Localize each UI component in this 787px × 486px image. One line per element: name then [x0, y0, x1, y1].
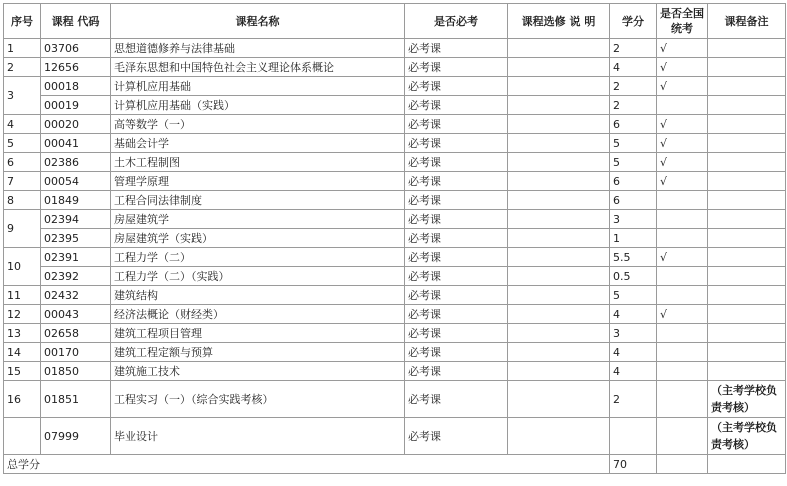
cell-name: 工程力学（二）（实践） [111, 267, 405, 286]
cell-name: 土木工程制图 [111, 153, 405, 172]
cell-code: 00019 [41, 96, 111, 115]
cell-elective [508, 381, 610, 418]
cell-name: 房屋建筑学 [111, 210, 405, 229]
cell-required: 必考课 [405, 58, 508, 77]
table-row [4, 153, 786, 172]
cell-elective [508, 39, 610, 58]
cell-seq: 13 [4, 324, 41, 343]
col-header-remark: 课程备注 [708, 4, 786, 39]
cell-remark [708, 248, 786, 267]
cell-elective [508, 172, 610, 191]
cell-code: 00043 [41, 305, 111, 324]
cell-credit: 5 [610, 153, 657, 172]
cell-seq: 14 [4, 343, 41, 362]
cell-elective [508, 305, 610, 324]
cell-credit: 6 [610, 191, 657, 210]
cell-name: 工程实习（一）（综合实践考核） [111, 381, 405, 418]
cell-remark [708, 324, 786, 343]
cell-credit: 5.5 [610, 248, 657, 267]
cell-required: 必考课 [405, 418, 508, 455]
cell-elective [508, 96, 610, 115]
cell-credit: 4 [610, 343, 657, 362]
cell-national: √ [657, 58, 708, 77]
cell-code: 01849 [41, 191, 111, 210]
cell-credit: 2 [610, 39, 657, 58]
cell-national [657, 381, 708, 418]
cell-credit: 2 [610, 77, 657, 96]
cell-remark [708, 305, 786, 324]
cell-code: 00018 [41, 77, 111, 96]
cell-seq [4, 418, 41, 455]
total-value: 70 [610, 455, 657, 474]
cell-seq: 10 [4, 248, 41, 286]
cell-credit [610, 418, 657, 455]
table-row [4, 39, 786, 58]
cell-required: 必考课 [405, 267, 508, 286]
table-row [4, 172, 786, 191]
cell-elective [508, 134, 610, 153]
cell-seq: 6 [4, 153, 41, 172]
col-header-elective: 课程选修 说 明 [508, 4, 610, 39]
cell-remark [708, 77, 786, 96]
cell-seq: 4 [4, 115, 41, 134]
cell-national: √ [657, 39, 708, 58]
col-header-credit: 学分 [610, 4, 657, 39]
cell-code: 02658 [41, 324, 111, 343]
cell-required: 必考课 [405, 77, 508, 96]
cell-remark [708, 362, 786, 381]
table-row [4, 248, 786, 267]
cell-remark [708, 267, 786, 286]
cell-seq: 11 [4, 286, 41, 305]
header-row [4, 4, 786, 39]
cell-name: 建筑结构 [111, 286, 405, 305]
cell-code: 02432 [41, 286, 111, 305]
cell-code: 00170 [41, 343, 111, 362]
cell-remark: （主考学校负责考核） [708, 418, 786, 455]
cell-seq: 3 [4, 77, 41, 115]
cell-national [657, 191, 708, 210]
cell-remark [708, 96, 786, 115]
cell-remark [708, 58, 786, 77]
cell-national [657, 362, 708, 381]
table-row [4, 305, 786, 324]
table-row [4, 77, 786, 96]
cell-name: 工程合同法律制度 [111, 191, 405, 210]
cell-name: 管理学原理 [111, 172, 405, 191]
cell-remark [708, 172, 786, 191]
cell-elective [508, 248, 610, 267]
cell-name: 计算机应用基础（实践） [111, 96, 405, 115]
cell-name: 计算机应用基础 [111, 77, 405, 96]
cell-national: √ [657, 153, 708, 172]
table-row [4, 229, 786, 248]
table-row [4, 115, 786, 134]
cell-code: 01850 [41, 362, 111, 381]
cell-code: 02386 [41, 153, 111, 172]
table-row [4, 343, 786, 362]
cell-credit: 2 [610, 96, 657, 115]
cell-national [657, 343, 708, 362]
cell-national [657, 267, 708, 286]
cell-seq: 7 [4, 172, 41, 191]
cell-required: 必考课 [405, 305, 508, 324]
cell-code: 00054 [41, 172, 111, 191]
cell-elective [508, 267, 610, 286]
cell-elective [508, 418, 610, 455]
cell-elective [508, 77, 610, 96]
table-row [4, 324, 786, 343]
cell-elective [508, 343, 610, 362]
cell-elective [508, 153, 610, 172]
cell-required: 必考课 [405, 286, 508, 305]
cell-name: 高等数学（一） [111, 115, 405, 134]
cell-credit: 4 [610, 305, 657, 324]
cell-credit: 5 [610, 286, 657, 305]
cell-required: 必考课 [405, 210, 508, 229]
cell-name: 工程力学（二） [111, 248, 405, 267]
cell-name: 毛泽东思想和中国特色社会主义理论体系概论 [111, 58, 405, 77]
cell-remark: （主考学校负责考核） [708, 381, 786, 418]
table-row [4, 267, 786, 286]
cell-required: 必考课 [405, 153, 508, 172]
col-header-national: 是否全国统考 [657, 4, 708, 39]
cell-remark [708, 134, 786, 153]
cell-elective [508, 229, 610, 248]
table-row [4, 362, 786, 381]
cell-remark [708, 229, 786, 248]
cell-code: 02391 [41, 248, 111, 267]
cell-seq: 12 [4, 305, 41, 324]
cell-credit: 3 [610, 324, 657, 343]
cell-code: 02392 [41, 267, 111, 286]
cell-national [657, 286, 708, 305]
cell-required: 必考课 [405, 115, 508, 134]
cell-required: 必考课 [405, 191, 508, 210]
cell-credit: 0.5 [610, 267, 657, 286]
cell-elective [508, 286, 610, 305]
table-row [4, 96, 786, 115]
cell-code: 03706 [41, 39, 111, 58]
cell-name: 建筑施工技术 [111, 362, 405, 381]
cell-required: 必考课 [405, 324, 508, 343]
cell-seq: 5 [4, 134, 41, 153]
cell-national: √ [657, 134, 708, 153]
cell-national: √ [657, 115, 708, 134]
cell-name: 建筑工程定额与预算 [111, 343, 405, 362]
cell-credit: 5 [610, 134, 657, 153]
cell-credit: 1 [610, 229, 657, 248]
cell-remark [708, 210, 786, 229]
cell-name: 房屋建筑学（实践） [111, 229, 405, 248]
cell-credit: 3 [610, 210, 657, 229]
cell-seq: 2 [4, 58, 41, 77]
cell-name: 建筑工程项目管理 [111, 324, 405, 343]
cell-national [657, 96, 708, 115]
col-header-code: 课程 代码 [41, 4, 111, 39]
cell-required: 必考课 [405, 381, 508, 418]
cell-seq: 9 [4, 210, 41, 248]
table-row [4, 134, 786, 153]
cell-credit: 2 [610, 381, 657, 418]
cell-national [657, 324, 708, 343]
cell-national [657, 210, 708, 229]
table-row [4, 381, 786, 418]
cell-national: √ [657, 172, 708, 191]
table-row [4, 418, 786, 455]
cell-code: 01851 [41, 381, 111, 418]
cell-elective [508, 362, 610, 381]
cell-code: 02395 [41, 229, 111, 248]
cell-name: 毕业设计 [111, 418, 405, 455]
cell-seq: 1 [4, 39, 41, 58]
cell-remark [708, 286, 786, 305]
cell-credit: 4 [610, 58, 657, 77]
cell-name: 思想道德修养与法律基础 [111, 39, 405, 58]
cell-code: 02394 [41, 210, 111, 229]
cell-seq: 16 [4, 381, 41, 418]
cell-credit: 4 [610, 362, 657, 381]
cell-national: √ [657, 77, 708, 96]
cell-remark [708, 343, 786, 362]
cell-name: 基础会计学 [111, 134, 405, 153]
col-header-name: 课程名称 [111, 4, 405, 39]
cell-name: 经济法概论（财经类） [111, 305, 405, 324]
cell-elective [508, 58, 610, 77]
table-row [4, 191, 786, 210]
cell-required: 必考课 [405, 229, 508, 248]
total-row [4, 455, 786, 474]
cell-remark [708, 455, 786, 474]
col-header-required: 是否必考 [405, 4, 508, 39]
cell-required: 必考课 [405, 362, 508, 381]
cell-required: 必考课 [405, 134, 508, 153]
cell-credit: 6 [610, 172, 657, 191]
cell-seq: 8 [4, 191, 41, 210]
table-row [4, 58, 786, 77]
cell-credit: 6 [610, 115, 657, 134]
col-header-seq: 序号 [4, 4, 41, 39]
cell-code: 00020 [41, 115, 111, 134]
cell-national: √ [657, 248, 708, 267]
cell-elective [508, 324, 610, 343]
cell-code: 00041 [41, 134, 111, 153]
table-row [4, 286, 786, 305]
cell-code: 07999 [41, 418, 111, 455]
table-row [4, 210, 786, 229]
cell-required: 必考课 [405, 96, 508, 115]
cell-elective [508, 115, 610, 134]
cell-code: 12656 [41, 58, 111, 77]
cell-elective [508, 210, 610, 229]
cell-required: 必考课 [405, 39, 508, 58]
cell-seq: 15 [4, 362, 41, 381]
course-table [3, 3, 786, 474]
total-label: 总学分 [4, 455, 610, 474]
cell-national [657, 229, 708, 248]
cell-national [657, 455, 708, 474]
cell-remark [708, 39, 786, 58]
cell-remark [708, 115, 786, 134]
cell-required: 必考课 [405, 248, 508, 267]
cell-remark [708, 191, 786, 210]
cell-national [657, 418, 708, 455]
cell-required: 必考课 [405, 343, 508, 362]
cell-required: 必考课 [405, 172, 508, 191]
cell-national: √ [657, 305, 708, 324]
cell-elective [508, 191, 610, 210]
cell-remark [708, 153, 786, 172]
